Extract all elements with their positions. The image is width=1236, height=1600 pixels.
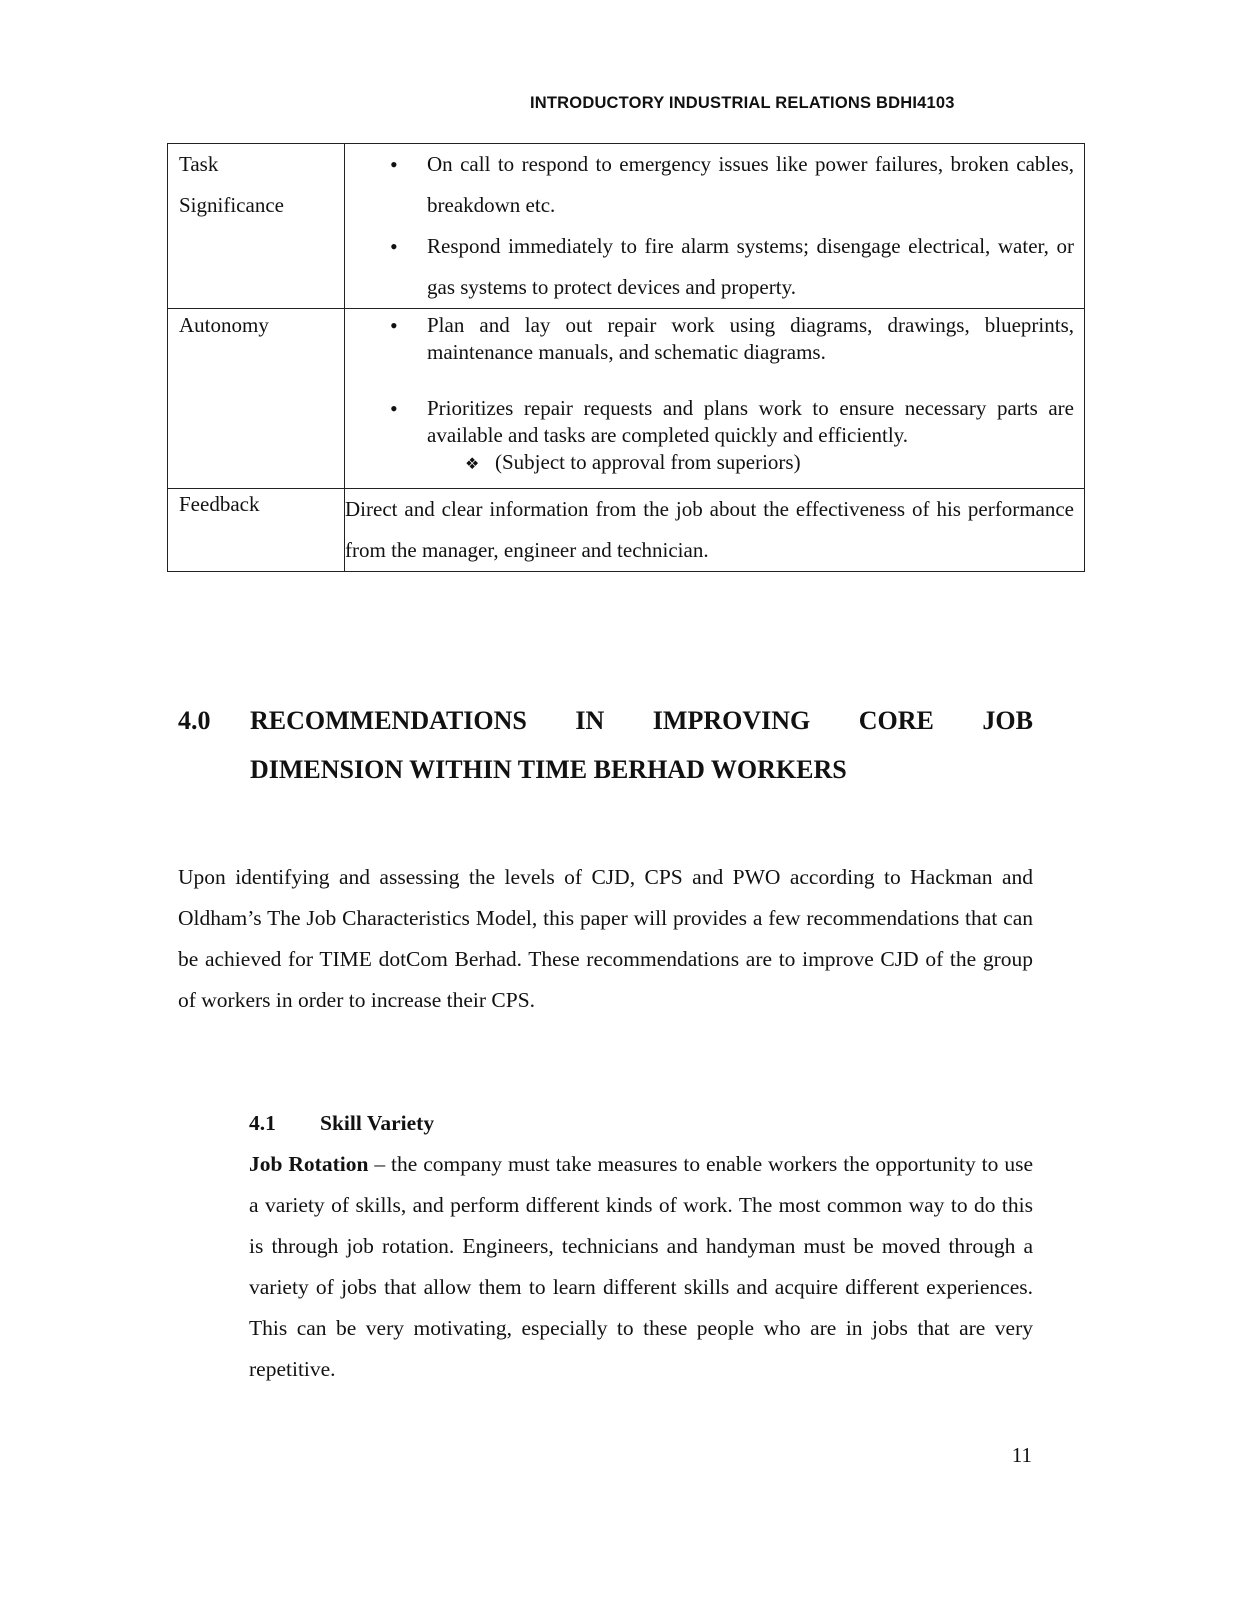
table-row: [168, 309, 1085, 489]
row-label-line: Significance: [179, 193, 284, 217]
intro-paragraph: Upon identifying and assessing the levels of CJD, CPS and PWO according to Hackman and Oldham’s The Job Characteristics Model, this paper will provides a few recommendations that can be achieved for TIME dotCom Berhad. These recommendations are to improve CJD of the group of workers in order to increase their CPS.: [178, 865, 1033, 1012]
sub-bullet: [345, 449, 1074, 488]
title-word: RECOMMENDATIONS: [250, 706, 527, 735]
section-title-line-1: [250, 696, 1033, 745]
row-label: [168, 144, 345, 309]
row-label: Feedback: [168, 489, 345, 572]
title-word: CORE: [858, 706, 934, 735]
table-row: [168, 144, 1085, 309]
page-number: 11: [1011, 1443, 1032, 1467]
section-number: 4.0: [178, 706, 211, 735]
diamond-bullet-icon: ❖: [465, 454, 480, 473]
title-word: IMPROVING: [652, 706, 811, 735]
row-content: Direct and clear information from the job about the effectiveness of his performance from the manager, engineer and technician.: [345, 489, 1085, 572]
body-paragraph: [249, 1144, 1033, 1390]
bullet-item: • Plan and lay out repair work using diagrams, drawings, blueprints, maintenance manuals, and schematic diagrams.: [345, 312, 1074, 366]
section-heading: [178, 696, 1033, 794]
title-word: JOB: [982, 706, 1033, 735]
subsection-title: Skill Variety: [320, 1111, 435, 1135]
paragraph-text: – the company must take measures to enable workers the opportunity to use a variety of skills, and perform different kinds of work. The most common way to do this is through job rotation. Engineers, technicians and handyman must be moved through a variety of jobs that allow them to learn different skills and acquire different experiences. This can be very motivating, especially to these people who are in jobs that are very repetitive.: [249, 1152, 1033, 1381]
job-dimension-table: [167, 143, 1085, 572]
subsection-heading: [249, 1103, 1033, 1144]
title-word: IN: [575, 706, 605, 735]
running-header: INTRODUCTORY INDUSTRIAL RELATIONS BDHI4103: [530, 94, 955, 112]
section-title-line-2: DIMENSION WITHIN TIME BERHAD WORKERS: [250, 755, 847, 784]
bullet-item: • On call to respond to emergency issues like power failures, broken cables, breakdown etc.: [345, 144, 1074, 226]
row-content: [345, 144, 1085, 309]
row-label-line: Task: [179, 152, 219, 176]
sub-bullet-text: (Subject to approval from superiors): [495, 450, 801, 474]
paragraph-lead: Job Rotation: [249, 1152, 369, 1176]
row-content: [345, 309, 1085, 489]
bullet-item: • Prioritizes repair requests and plans work to ensure necessary parts are available and tasks are completed quickly and efficiently.: [345, 395, 1074, 449]
bullet-item: • Respond immediately to fire alarm systems; disengage electrical, water, or gas systems to protect devices and property.: [345, 226, 1074, 308]
table-row: [168, 489, 1085, 572]
row-label: Autonomy: [168, 309, 345, 489]
subsection-number: 4.1: [249, 1111, 276, 1135]
